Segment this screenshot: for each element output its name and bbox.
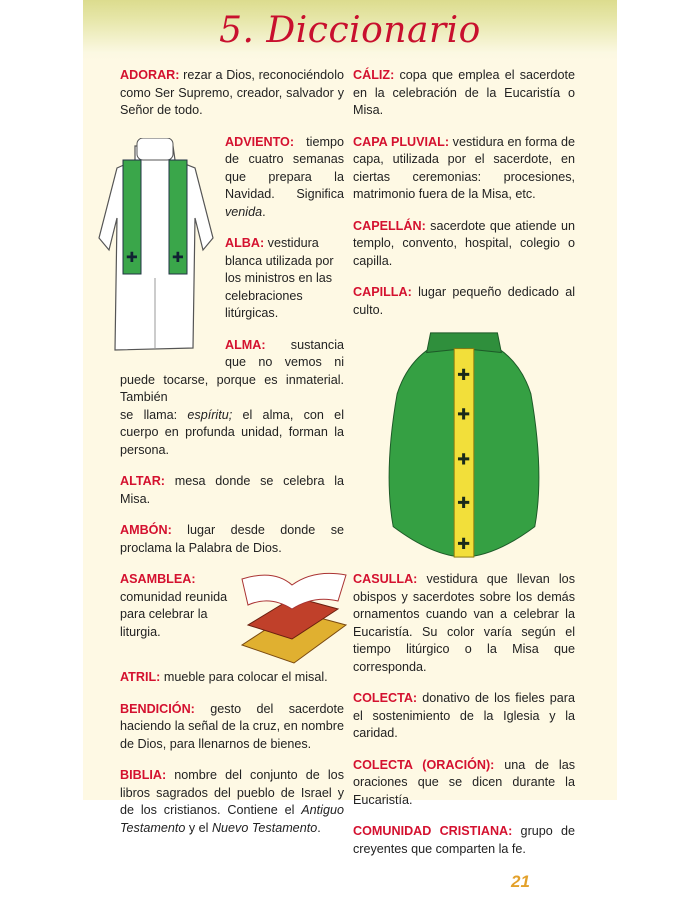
entry-caliz: CÁLIZ: copa que emplea el sacerdote en la celebración de la Eucaristía o Misa. <box>353 68 575 117</box>
entry-adorar: ADORAR: rezar a Dios, reconociéndolo como Ser Supremo, creador, salvador y Señor de todo. <box>120 68 344 117</box>
svg-text:✚: ✚ <box>457 451 471 469</box>
svg-text:✚: ✚ <box>457 494 471 512</box>
entry-atril: ATRIL: mueble para colocar el misal. <box>120 670 328 684</box>
entry-casulla: CASULLA: vestidura que llevan los obispos y sacerdotes sobre los demás ornamentos cuando van a celebrar la Eucaristía. Su color varía según el tiempo litúrgico o la Misa que corresponda. <box>353 572 575 674</box>
entry-bendicion: BENDICIÓN: gesto del sacerdote haciendo la señal de la cruz, en nombre de Dios, para llenarnos de bienes. <box>120 701 344 751</box>
entry-alma-continued: se llama: espíritu; el alma, con el cuerpo en profunda unidad, forman la persona. <box>120 407 344 457</box>
right-column <box>353 67 575 912</box>
entry-capilla: CAPILLA: lugar pequeño dedicado al culto. <box>353 285 575 317</box>
svg-text:✚: ✚ <box>457 367 471 385</box>
svg-text:✚: ✚ <box>126 248 138 265</box>
page-number: 21 <box>511 872 530 891</box>
chasuble-illustration <box>382 325 546 561</box>
entry-capa-pluvial: CAPA PLUVIAL: vestidura en forma de capa, utilizada por el sacerdote, en ciertas ceremonias: procesiones, matrimonio fuera de la Misa, etc. <box>353 134 575 201</box>
entry-capellan: CAPELLÁN: sacerdote que atiende un templo, convento, hospital, colegio o capilla. <box>353 218 575 268</box>
svg-text:✚: ✚ <box>457 406 471 424</box>
entry-alba: ALBA: vestidura blanca utilizada por los ministros en las celebraciones litúrgicas. <box>225 236 334 320</box>
left-column <box>120 67 344 851</box>
page <box>83 0 617 891</box>
entry-alma: ALMA: sustancia que no vemos ni puede tocarse, porque es inmaterial. También <box>120 337 344 404</box>
svg-text:✚: ✚ <box>172 248 184 265</box>
page-title: 5. Diccionario <box>219 10 481 51</box>
entry-colecta: COLECTA: donativo de los fieles para el sostenimiento de la Iglesia y la caridad. <box>353 691 575 740</box>
entry-colecta-oracion: COLECTA (ORACIÓN): una de las oraciones que se dicen durante la Eucaristía. <box>353 757 575 807</box>
alb-illustration <box>95 138 217 358</box>
entry-adviento: ADVIENTO: tiempo de cuatro semanas que prepara la Navidad. Significa venida. <box>225 134 344 219</box>
entry-ambon: AMBÓN: lugar desde donde se proclama la Palabra de Dios. <box>120 523 344 555</box>
missal-stand-illustration <box>234 565 350 665</box>
svg-text:✚: ✚ <box>457 536 471 554</box>
entry-altar: ALTAR: mesa donde se celebra la Misa. <box>120 474 344 506</box>
entry-asamblea: ASAMBLEA: comunidad reunida para celebrar la liturgia. <box>120 572 228 639</box>
entry-comunidad-cristiana: COMUNIDAD CRISTIANA: grupo de creyentes que comparten la fe. <box>353 824 575 856</box>
entry-biblia: BIBLIA: nombre del conjunto de los libros sagrados del pueblo de Israel y de los cristianos. Contiene el Antiguo Testamento y el Nuevo Testamento. <box>120 768 344 835</box>
